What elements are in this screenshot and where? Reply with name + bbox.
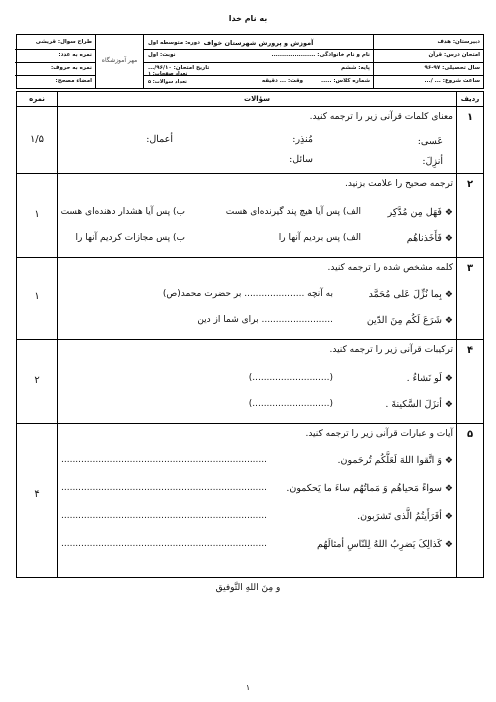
arabic-phrase: سواءً مَحیاهُم وَ مَماتُهُم ساءَ ما یَحکمون. [286, 483, 442, 494]
exam-term: نوبت: اول [148, 52, 176, 58]
question-item [61, 483, 453, 494]
col-score: نمره [29, 95, 45, 103]
question-number: ۴ [466, 345, 474, 356]
diamond-bullet-icon: ❖ [444, 234, 453, 244]
diamond-bullet-icon: ❖ [444, 456, 453, 466]
question-number: ۲ [466, 179, 474, 190]
school-stamp-box [95, 35, 143, 88]
option-b: ب) پس آیا هشدار دهنده‌ای هست [60, 207, 185, 217]
question-title: کلمه مشخص شده را ترجمه کنید. [327, 263, 453, 273]
score-in-digits: نمره به عدد: [58, 52, 92, 58]
option-a: الف) پس بردیم آنها را [278, 233, 361, 243]
exam-date: تاریخ امتحان: ۹۶/۱۰/... [148, 65, 210, 71]
school-level: دوره: متوسطه اول [148, 40, 200, 46]
word-item: سائل: [289, 154, 313, 165]
question-item [61, 233, 453, 244]
grade-level: پایه: ششم [341, 65, 370, 71]
school-stamp-label: مهر آموزشگاه [101, 57, 138, 64]
question-title: معنای کلمات قرآنی زیر را ترجمه کنید. [309, 112, 453, 122]
questions-table [16, 91, 484, 578]
question-item [61, 539, 453, 550]
translation-blank: (...........................) [248, 399, 333, 409]
question-item [61, 511, 453, 522]
diamond-bullet-icon: ❖ [444, 512, 453, 522]
arabic-phrase: أنزَلَ السَّکینةَ . [385, 399, 442, 410]
question-score: ۱ [34, 209, 40, 220]
education-office-title: آموزش و پرورش شهرستان خواف [203, 39, 314, 47]
question-row [17, 339, 483, 424]
word-item: عَسی: [417, 136, 443, 147]
translation-blank: ........................................................................ [61, 539, 267, 549]
class-number: شماره کلاس: ..... [320, 78, 370, 84]
question-item [61, 399, 453, 410]
question-item [61, 373, 453, 384]
course-name: امتحان درس: قرآن [428, 52, 480, 58]
translation-blank: ........................................................................ [61, 511, 267, 521]
translation-blank: (...........................) [248, 373, 333, 383]
option-a: الف) پس آیا هیچ پند گیرنده‌ای هست [225, 207, 361, 217]
arabic-phrase: أفَرَأَیتُمُ الَّذی تَشرَبون. [357, 511, 442, 522]
translation-blank: ........................................................................ [61, 483, 267, 493]
arabic-phrase: بِما نُزِّلَ عَلی مُحَمَّد [368, 289, 442, 300]
question-title: ترجمه صحیح را علامت بزنید. [344, 179, 453, 189]
student-name-field: نام و نام خانوادگی: ..................... [271, 52, 370, 58]
question-item [61, 289, 453, 300]
table-header [17, 92, 483, 107]
question-row [17, 106, 483, 174]
diamond-bullet-icon: ❖ [444, 400, 453, 410]
question-title: ترکیبات قرآنی زیر را ترجمه کنید. [329, 345, 453, 355]
start-time: ساعت شروع: ... /... [424, 78, 480, 84]
option-b: ب) پس مجازات کردیم آنها را [75, 233, 185, 243]
arabic-phrase: شَرَعَ لَکُم مِنَ الدّین [366, 315, 442, 326]
word-item: أنزِلَ: [422, 156, 443, 167]
score-in-words: نمره به حروف: [50, 65, 92, 71]
diamond-bullet-icon: ❖ [444, 540, 453, 550]
question-score: ۲ [34, 375, 40, 386]
question-row [17, 257, 483, 340]
school-name: دبیرستان: هدف [437, 39, 480, 45]
question-item [61, 455, 453, 466]
question-score: ۱ [34, 291, 40, 302]
word-item: أعمال: [146, 134, 173, 145]
diamond-bullet-icon: ❖ [444, 484, 453, 494]
header-school-info [373, 35, 483, 88]
header-grading-info [15, 35, 95, 88]
school-year: سال تحصیلی: ۹۷-۹۶ [424, 65, 480, 71]
question-item [61, 315, 453, 326]
translation-blank: ........................................................................ [61, 455, 267, 465]
question-number: ۱ [466, 112, 474, 123]
question-count: تعداد سوالات: ۵ [148, 79, 187, 85]
diamond-bullet-icon: ❖ [444, 290, 453, 300]
exam-header [16, 34, 484, 89]
page-heading: به نام خدا [228, 14, 268, 23]
arabic-phrase: فَأَخَذناهُم [406, 233, 442, 244]
question-title: آیات و عبارات قرآنی زیر را ترجمه کنید. [305, 429, 453, 439]
page-count: تعداد صفحات: ۱ [148, 71, 188, 77]
diamond-bullet-icon: ❖ [444, 208, 453, 218]
question-score: ۴ [34, 489, 40, 500]
arabic-phrase: کَذالِکَ یَضرِبُ اللهُ لِلنّاسِ أمثالَهُم [316, 539, 442, 550]
question-number: ۳ [466, 263, 474, 274]
question-row [17, 173, 483, 258]
question-row [17, 423, 483, 578]
col-row-number: ردیف [460, 95, 480, 103]
question-designer: طراح سوال: قریشی [35, 39, 92, 45]
question-number: ۵ [466, 429, 474, 440]
col-questions: سؤالات [244, 95, 270, 103]
page-number: ۱ [245, 683, 251, 692]
arabic-phrase: لَو نَشاءُ . [406, 373, 442, 384]
translation-blank: ......................... برای شما از دین [197, 315, 333, 325]
diamond-bullet-icon: ❖ [444, 316, 453, 326]
question-item [61, 207, 453, 218]
arabic-phrase: فَهَل مِن مُدَّكِر [387, 207, 442, 218]
word-item: مُنذِر: [292, 134, 313, 145]
diamond-bullet-icon: ❖ [444, 374, 453, 384]
closing-prayer: و مِنَ اللهِ التَّوفیق [215, 583, 281, 593]
grader-signature: امضاء مصحح: [55, 78, 92, 84]
translation-blank: به آنچه ..................... بر حضرت محمد(ص) [162, 289, 333, 299]
arabic-phrase: وَ اتَّقوا اللهَ لَعَلَّکُم تُرحَمون. [337, 455, 442, 466]
exam-duration: وقت: ... دقیقه [261, 78, 303, 84]
header-student-info [143, 35, 373, 88]
question-score: ۱/۵ [29, 134, 45, 145]
